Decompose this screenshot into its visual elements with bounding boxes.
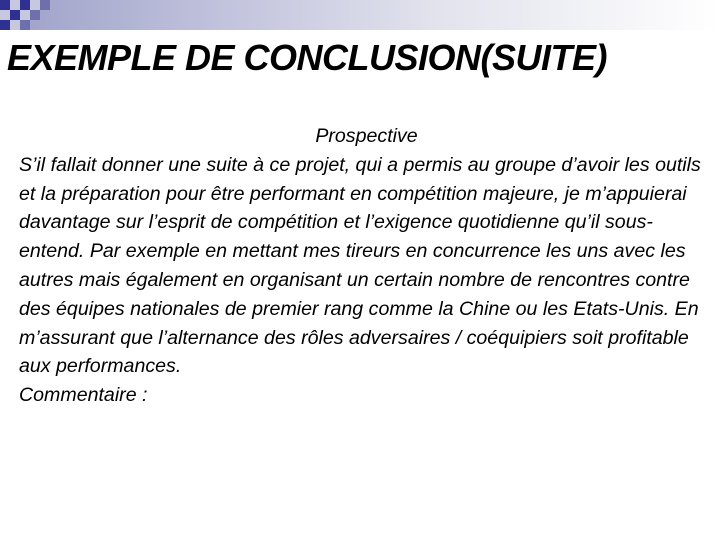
slide-title: EXEMPLE DE CONCLUSION(SUITE) — [7, 37, 608, 78]
slide-body — [19, 122, 714, 410]
checker-square — [0, 10, 10, 20]
comment-label: Commentaire : — [19, 384, 148, 407]
section-subtitle: Prospective — [315, 125, 418, 147]
checker-square — [10, 10, 20, 20]
checker-square — [10, 20, 20, 30]
checker-square — [40, 0, 50, 10]
checker-square — [20, 10, 30, 20]
checker-square — [20, 0, 30, 10]
checker-square — [30, 10, 40, 20]
body-paragraph: S’il fallait donner une suite à ce projet, qui a permis au groupe d’avoir les outils et la préparation pour être performant en compétition majeure, je m’appuierai davantage sur l’esprit de compétition et l’exigence quotidienne qu’il sous-entend. Par exemple en mettant mes tireurs en concurrence les uns avec les autres mais également en organisant un certain nombre de rencontres contre des équipes nationales de premier rang comme la Chine ou les Etats-Unis. En m’assurant que l’alternance des rôles adversaires / coéquipiers soit profitable aux performances. — [19, 153, 701, 378]
decorative-checker-pattern — [0, 0, 60, 30]
checker-square — [20, 20, 30, 30]
checker-square — [10, 0, 20, 10]
checker-square — [0, 0, 10, 10]
checker-square — [30, 0, 40, 10]
checker-square — [0, 20, 10, 30]
decorative-header-band — [0, 0, 720, 30]
